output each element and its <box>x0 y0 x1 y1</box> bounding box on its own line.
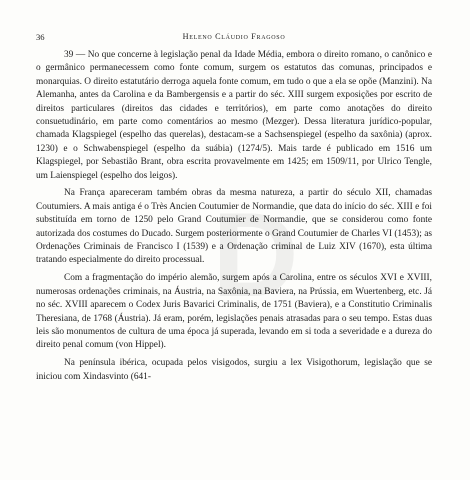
paragraph: Com a fragmentação do império alemão, surgem após a Carolina, entre os séculos XVI e XVIII, numerosas ordenações criminais, na Áustria, na Saxônia, na Baviera, na Prússia, em Wuertenberg, etc. Já no séc. XVIII aparecem o Codex Juris Bavarici Criminalis, de 1751 (Baviera), e a Constitutio Criminalis Theresiana, de 1768 (Áustria). Já eram, porém, legislações penais atrasadas para o seu tempo. Estas duas leis são monumentos de cultura de uma época já superada, levando em si toda a severidade e a dureza do direito penal comum (von Hippel). <box>36 273 432 351</box>
paragraph: Na França apareceram também obras da mesma natureza, a partir do século XII, chamadas Coutumiers. A mais antiga é o Très Ancien Coutumier de Normandie, que data do início do séc. XIII e foi substituída em torno de 1250 pelo Grand Coutumier de Normandie, que se considerou como fonte autorizada dos costumes do Ducado. Surgem posteriormente o Grand Coutumier de Charles VI (1453); as Ordenações Criminais de Francisco I (1539) e a Ordenação criminal de Luiz XIV (1670), esta última tratando especialmente do direito processual. <box>36 188 432 266</box>
running-head: Heleno Cláudio Fragoso <box>182 32 286 41</box>
page-number: 36 <box>36 32 45 42</box>
paragraph: 39 — No que concerne à legislação penal da Idade Média, embora o direito romano, o canônico e o germânico permanecessem como fonte comum, surgem os estatutos das comunas, principados e monarquias. O direito estatutário derroga aquela fonte comum, em tudo o que a ela se opõe (Manzini). Na Alemanha, antes da Carolina e da Bambergensis e a partir do séc. XIII surgem exposições por escrito de direitos particulares (direitos das cidades e territórios), em parte como anotações do direito consuetudinário, em parte como comentários ao mesmo (Mezger). Dessa literatura jurídico-popular, chamada Klagspiegel (espelho das querelas), destacam-se a Sachsenspiegel (espelho da saxônia) (aprox. 1230) e o Schwabenspiegel (espelho da suábia) (1274/5). Mais tarde é publicado em 1516 um Klagspiegel, por Sebastião Brant, obra escrita provavelmente em 1425; em 1509/11, por Ulrico Tengle, um Laienspiegel (espelho dos leigos). <box>36 50 432 181</box>
body-text <box>36 49 432 388</box>
paragraph: Na península ibérica, ocupada pelos visigodos, surgiu a lex Visigothorum, legislação que se iniciou com Xindasvinto (641- <box>36 358 432 382</box>
watermark-logo: D <box>212 188 295 322</box>
page-header <box>36 31 432 43</box>
